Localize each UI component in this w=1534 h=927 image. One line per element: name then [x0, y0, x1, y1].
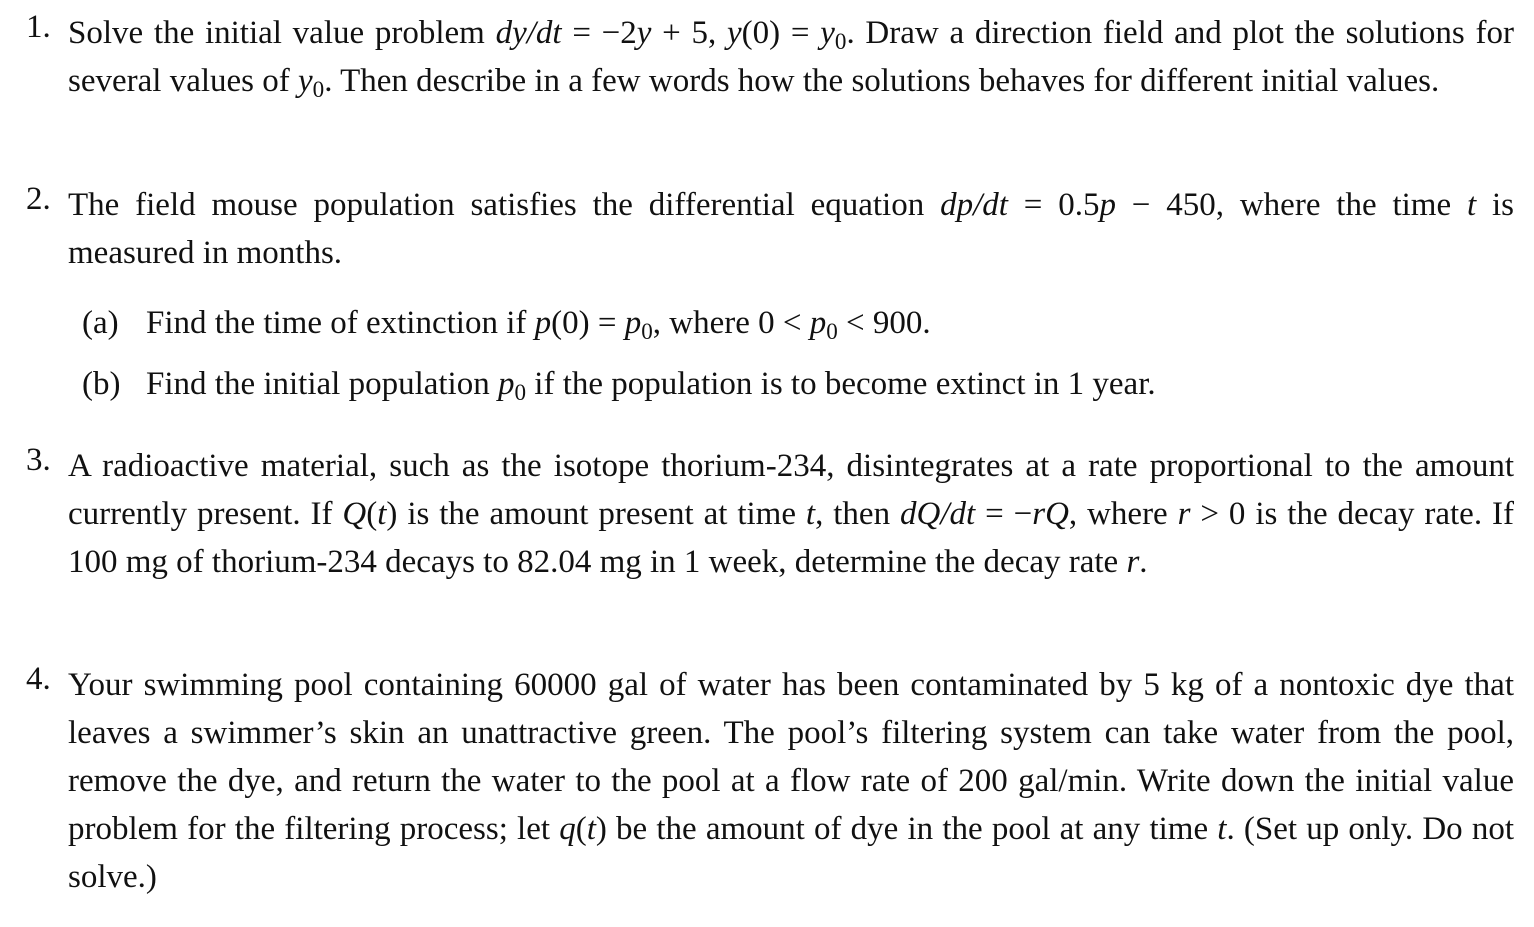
problem-number: 4.	[26, 661, 51, 697]
subpart-text: Find the initial population $p_0$ if the population is to become extinct in 1 year.	[146, 366, 1156, 405]
subpart-a	[82, 305, 931, 342]
subpart-b	[82, 366, 1156, 403]
subpart-label: (b)	[82, 366, 121, 402]
problem-text: A radioactive material, such as the isotope thorium-234, disintegrates at a rate proportional to the amount currently present. If Q(t) is the amount present at time t, then dQ/dt = −rQ, where r > 0 is the decay rate. If 100 mg of thorium-234 decays to 82.04 mg in 1 week, determine the decay rate r.	[68, 448, 1514, 580]
subpart-text: Find the time of extinction if $p(0) = p_0$, where $0 < p_0 < 900$.	[146, 305, 931, 344]
problem-text: The field mouse population satisfies the differential equation dp/dt = 0.5p − 450, where the time t is measured in months.	[68, 187, 1514, 271]
problem-number: 3.	[26, 442, 51, 478]
problem-text: Solve the initial value problem dy/dt = −2y + 5, $y(0) = y_0$. Draw a direction field and plot the solutions for several values of $y_0$. Then describe in a few words how the solutions behaves for different initial values.	[68, 15, 1514, 102]
problem-number: 2.	[26, 181, 51, 217]
problem-text: Your swimming pool containing 60000 gal of water has been contaminated by 5 kg of a nontoxic dye that leaves a swimmer’s skin an unattractive green. The pool’s filtering system can take water from the pool, remove the dye, and return the water to the pool at a flow rate of 200 gal/min. Write down the initial value problem for the filtering process; let q(t) be the amount of dye in the pool at any time t. (Set up only. Do not solve.)	[68, 667, 1515, 895]
subpart-label: (a)	[82, 305, 119, 341]
problem-number: 1.	[26, 9, 51, 45]
